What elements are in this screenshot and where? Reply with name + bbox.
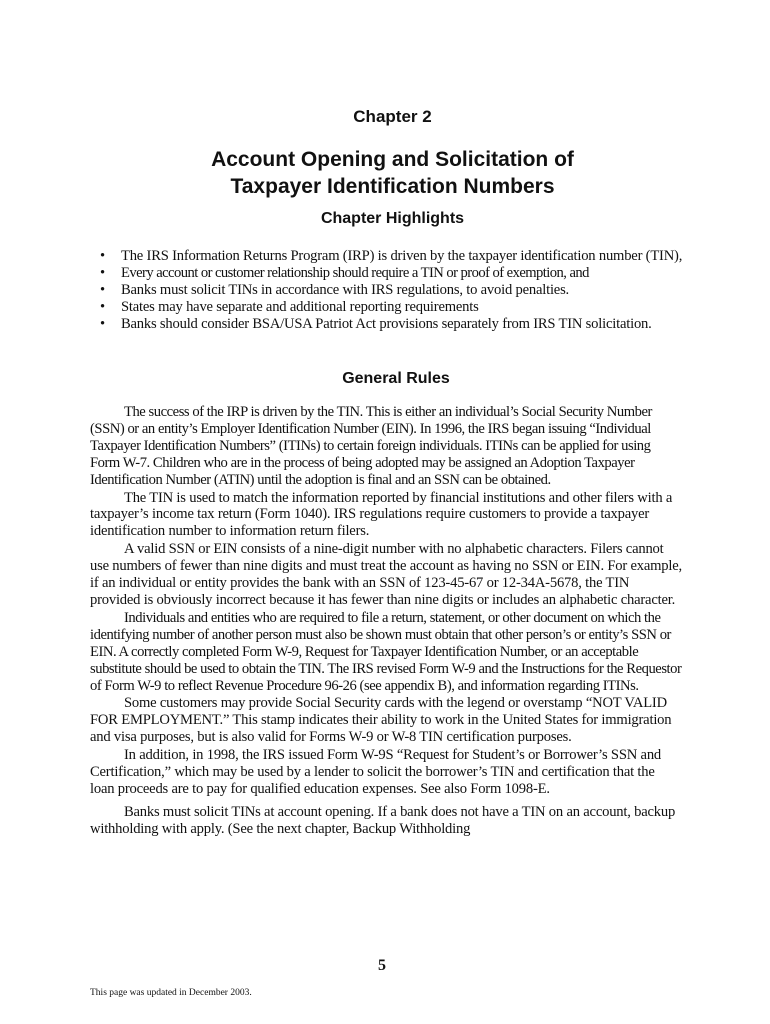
- general-rules-heading: General Rules: [342, 370, 450, 387]
- bullet-icon: •: [100, 315, 105, 332]
- paragraph: The success of the IRP is driven by the TIN. This is either an individual’s Social Security Number (SSN) or an entity’s Employer Identification Number (EIN). In 1996, the IRS began issuing “Individual Taxpayer Identification Numbers” (ITINs) to certain foreign individuals. ITINs can be applied for using Form W-7. Children who are in the process of being adopted may be assigned an Adoption Taxpayer Identification Number (ATIN) until the adoption is final and an SSN can be obtained.: [90, 404, 652, 488]
- paragraph: A valid SSN or EIN consists of a nine-digit number with no alphabetic characters. Filers cannot use numbers of fewer than nine digits and must treat the account as having no SSN or EIN. For example, if an individual or entity provides the bank with an SSN of 123-45-67 or 12-34A-5678, the TIN provided is obviously incorrect because it has fewer than nine digits or includes an alphabetic character.: [90, 541, 682, 608]
- paragraph: Banks must solicit TINs at account opening. If a bank does not have a TIN on an account, backup withholding with apply. (See the next chapter, Backup Withholding: [90, 803, 676, 837]
- highlight-item: • Banks must solicit TINs in accordance with IRS regulations, to avoid penalties.: [100, 281, 570, 298]
- paragraph: In addition, in 1998, the IRS issued Form W-9S “Request for Student’s or Borrower’s SSN and Certification,” which may be used by a lender to solicit the borrower’s TIN and certification that the loan proceeds are to pay for qualified education expenses. See also Form 1098-E.: [90, 747, 662, 797]
- chapter-title-line-2: Taxpayer Identification Numbers: [230, 175, 555, 198]
- highlight-item: • Every account or customer relationship should require a TIN or proof of exemption, and: [100, 264, 589, 281]
- highlights-heading: Chapter Highlights: [320, 210, 465, 227]
- chapter-title-line-1: Account Opening and Solicitation of: [211, 148, 574, 171]
- bullet-icon: •: [100, 281, 105, 298]
- highlight-item: • States may have separate and additional reporting requirements: [100, 298, 479, 315]
- highlight-item: • Banks should consider BSA/USA Patriot Act provisions separately from IRS TIN solicitation.: [100, 315, 652, 332]
- footer-update-note: This page was updated in December 2003.: [90, 988, 252, 998]
- highlights-list: [100, 248, 690, 333]
- paragraph: Some customers may provide Social Security cards with the legend or overstamp “NOT VALID FOR EMPLOYMENT.” This stamp indicates their ability to work in the United States for immigration and visa purposes, but is also valid for Forms W-9 or W-8 TIN certification purposes.: [90, 695, 672, 746]
- general-rules-body: [90, 404, 682, 839]
- chapter-title: [15, 146, 770, 200]
- bullet-icon: •: [100, 264, 105, 281]
- paragraph: Individuals and entities who are required to file a return, statement, or other document on which the identifying number of another person must also be shown must obtain that other person’s or entity’s SSN or EIN. A correctly completed Form W-9, Request for Taxpayer Identification Number, or an acceptable substitute should be used to obtain the TIN. The IRS revised Form W-9 and the Instructions for the Requestor of Form W-9 to reflect Revenue Procedure 96-26 (see appendix B), and information regarding ITINs.: [90, 609, 682, 694]
- page-number: 5: [378, 957, 386, 974]
- chapter-number: Chapter 2: [353, 107, 432, 126]
- bullet-icon: •: [100, 248, 105, 264]
- bullet-icon: •: [100, 298, 105, 315]
- paragraph: The TIN is used to match the information reported by financial institutions and other filers with a taxpayer’s income tax return (Form 1040). IRS regulations require customers to provide a taxpayer identification number to information return filers.: [90, 489, 673, 540]
- highlight-item: • The IRS Information Returns Program (IRP) is driven by the taxpayer identification number (TIN),: [100, 248, 683, 264]
